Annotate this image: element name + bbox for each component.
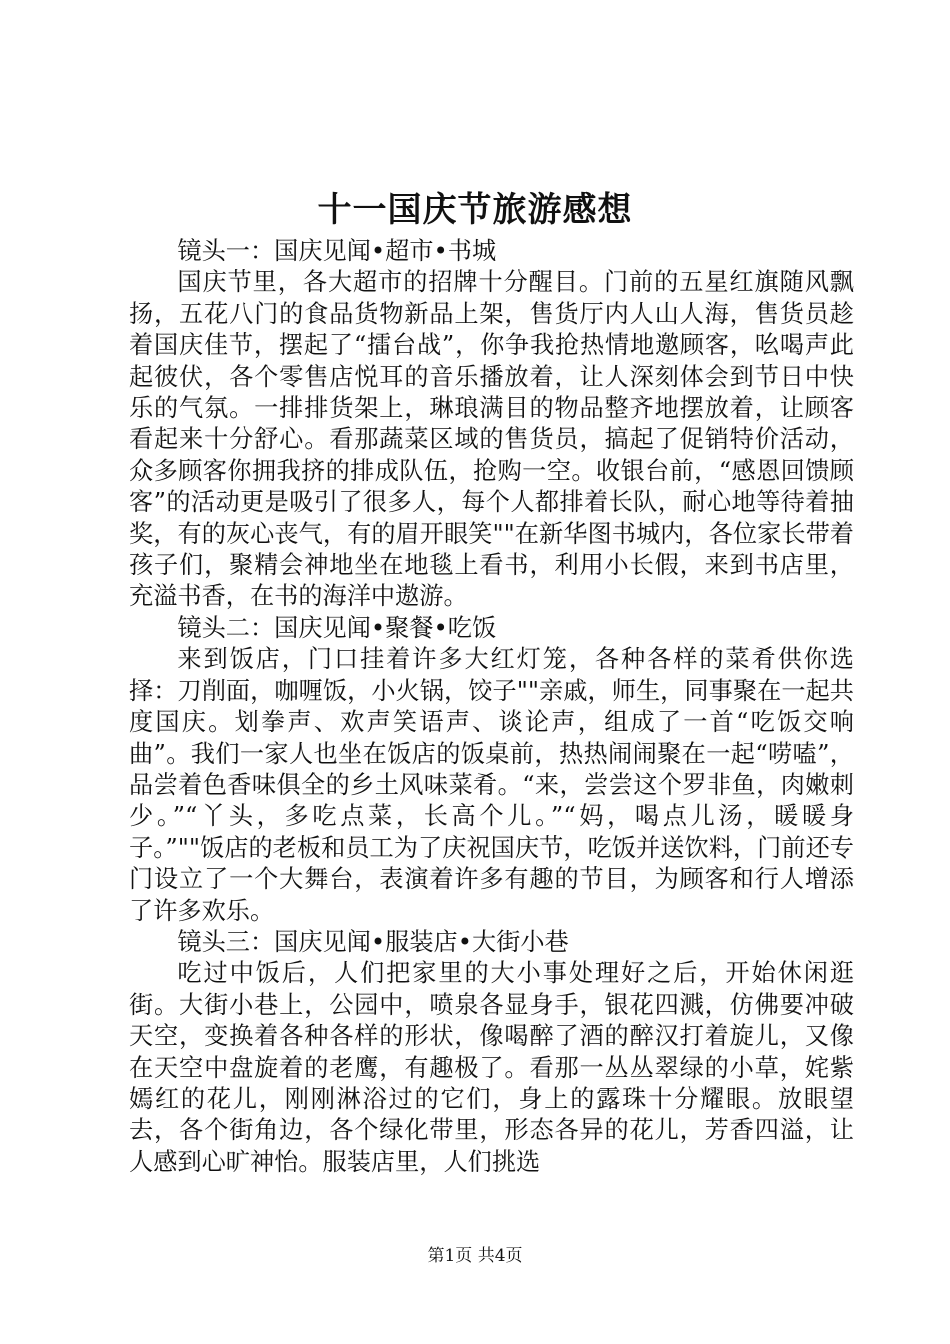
section-heading-2: 镜头二：国庆见闻•聚餐•吃饭 <box>177 613 497 642</box>
paragraph-2: 来到饭店，门口挂着许多大红灯笼，各种各样的菜肴供你选择：刀削面，咖喱饭，小火锅，饺子""亲戚，师生，同事聚在一起共度国庆。划拳声、欢声笑语声、谈论声，组成了一首“吃饭交响曲”。我们一家人也坐在饭店的饭桌前，热热闹闹聚在一起“唠嗑”，品尝着色香味俱全的乡土风味菜肴。“来，尝尝这个罗非鱼，肉嫩刺少。”“丫头，多吃点菜，长高个儿。”“妈，喝点儿汤，暖暖身子。”""饭店的老板和员工为了庆祝国庆节，吃饭并送饮料，门前还专门设立了一个大舞台，表演着许多有趣的节目，为顾客和行人增添了许多欢乐。 <box>129 645 854 925</box>
paragraph-1: 国庆节里，各大超市的招牌十分醒目。门前的五星红旗随风飘扬，五花八门的食品货物新品上架，售货厅内人山人海，售货员趁着国庆佳节，摆起了“擂台战”，你争我抢热情地邀顾客，吆喝声此起彼伏，各个零售店悦耳的音乐播放着，让人深刻体会到节日中快乐的气氛。一排排货架上，琳琅满目的物品整齐地摆放着，让顾客看起来十分舒心。看那蔬菜区域的售货员，搞起了促销特价活动，众多顾客你拥我挤的排成队伍，抢购一空。收银台前，“感恩回馈顾客”的活动更是吸引了很多人，每个人都排着长队，耐心地等待着抽奖，有的灰心丧气，有的眉开眼笑""在新华图书城内，各位家长带着孩子们，聚精会神地坐在地毯上看书，利用小长假，来到书店里，充溢书香，在书的海洋中遨游。 <box>129 268 854 611</box>
paragraph-3: 吃过中饭后，人们把家里的大小事处理好之后，开始休闲逛街。大街小巷上，公园中，喷泉各显身手，银花四溅，仿佛要冲破天空，变换着各种各样的形状，像喝醉了酒的醉汉打着旋儿，又像在天空中盘旋着的老鹰，有趣极了。看那一丛丛翠绿的小草，姹紫嫣红的花儿，刚刚淋浴过的它们，身上的露珠十分耀眼。放眼望去，各个街角边，各个绿化带里，形态各异的花儿，芳香四溢，让人感到心旷神怡。服装店里，人们挑选 <box>129 959 854 1176</box>
section-heading-3: 镜头三：国庆见闻•服装店•大街小巷 <box>177 927 569 956</box>
section-heading-1: 镜头一：国庆见闻•超市•书城 <box>177 237 497 265</box>
document-title: 十一国庆节旅游感想 <box>317 190 633 230</box>
document-body <box>129 236 854 1178</box>
page-footer: 第1页 共4页 <box>427 1246 523 1266</box>
